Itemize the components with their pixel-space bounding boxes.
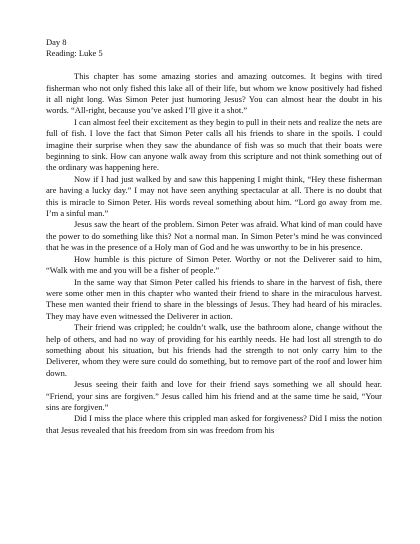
paragraph: Jesus saw the heart of the problem. Simon Peter was afraid. What kind of man could have the power to do something like this? Not a normal man. In Simon Peter’s mind he was convinced that he was in the presence of a Holy man of God and he was unworthy to be in his presence. [46, 219, 382, 253]
blank-line [46, 60, 382, 71]
paragraph: Did I miss the place where this crippled man asked for forgiveness? Did I miss the notion that Jesus revealed that his freedom from sin was freedom from his [46, 413, 382, 435]
paragraph: I can almost feel their excitement as they begin to pull in their nets and realize the nets are full of fish. I love the fact that Simon Peter calls all his friends to share in the spoils. I could imagine their surprise when they saw the abundance of fish was so much that their boats were beginning to sink. How can anyone walk away from this scripture and not think something out of the ordinary was happening here. [46, 116, 382, 173]
paragraph: How humble is this picture of Simon Peter. Worthy or not the Deliverer said to him, “Walk with me and you will be a fisher of people.” [46, 253, 382, 276]
reading-reference: Reading: Luke 5 [46, 48, 103, 59]
paragraph: Their friend was crippled; he couldn’t walk, use the bathroom alone, change without the help of others, and had no way of providing for his earthly needs. He had lost all strength to do something about his situation, but his friends had the strength to not only carry him to the Deliverer, whom they were sure could do something, but to remove part of the roof and lower him down. [46, 322, 382, 378]
paragraph: In the same way that Simon Peter called his friends to share in the harvest of fish, there were some other men in this chapter who wanted their friend to share in the miraculous harvest. These men wanted their friend to share in the blessings of Jesus. They had heard of his miracles. They may have even witnessed the Deliverer in action. [46, 276, 382, 321]
paragraph: Now if I had just walked by and saw this happening I might think, “Hey these fisherman are having a lucky day.” I may not have seen anything spectacular at all. There is no doubt that this is miracle to Simon Peter. His words reveal something about him. “Lord go away from me. I’m a sinful man.” [46, 173, 382, 219]
document-body [46, 37, 382, 436]
day-heading: Day 8 [46, 37, 67, 47]
paragraph: Jesus seeing their faith and love for their friend says something we all should hear. “Friend, your sins are forgiven.” Jesus called him his friend and at the same time he said, “Your sins are forgiven.” [46, 379, 382, 412]
paragraph: This chapter has some amazing stories and amazing outcomes. It begins with tired fisherman who not only fished this lake all of their life, but whom we know positively had fished it all night long. Was Simon Peter just humoring Jesus? You can almost hear the doubt in his words. “All-right, because you’ve asked I’ll give it a shot.” [46, 71, 382, 116]
